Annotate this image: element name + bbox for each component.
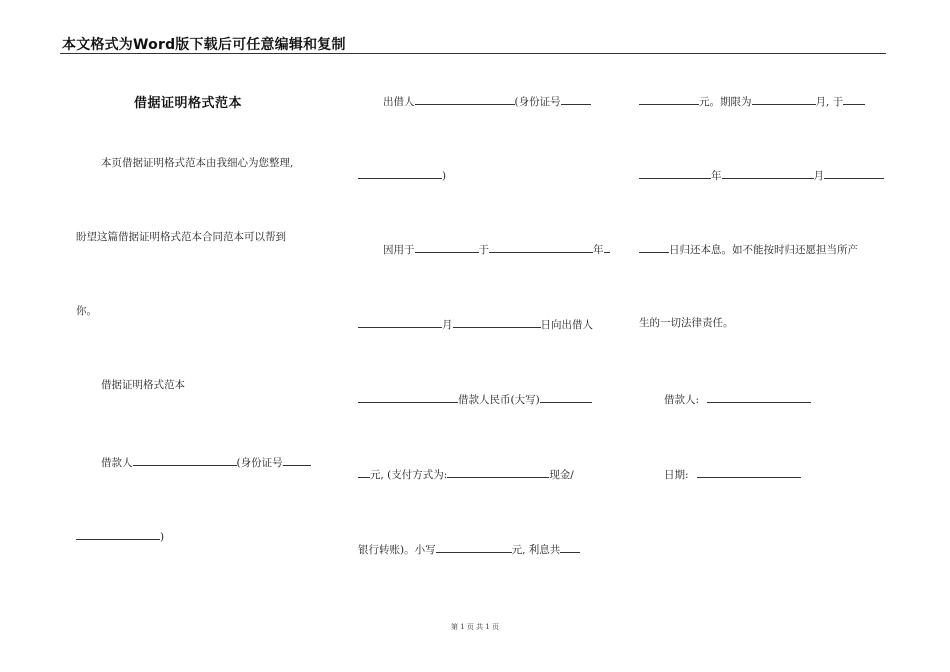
at-label: 于 bbox=[478, 244, 489, 256]
payment-method-label: 元, (支付方式为: bbox=[370, 469, 448, 481]
page-number: 第 1 页 共 1 页 bbox=[450, 623, 500, 631]
amount-tail-blank bbox=[358, 466, 370, 478]
bank-transfer-label: 银行转账)。小写 bbox=[358, 544, 436, 556]
cash-label: 现金/ bbox=[549, 469, 574, 481]
lender-id-continuation bbox=[358, 167, 446, 183]
day-blank bbox=[453, 316, 541, 328]
interest-amount-blank bbox=[639, 93, 699, 105]
repayment-clause: 日归还本息。如不能按时归还愿担当所产 bbox=[669, 244, 858, 256]
purpose-line bbox=[383, 241, 610, 257]
term-blank bbox=[752, 93, 816, 105]
payment-method-line bbox=[358, 466, 574, 482]
return-day-blank bbox=[824, 167, 884, 179]
amount-uppercase-blank bbox=[540, 391, 592, 403]
month-to-label: 月, 于 bbox=[815, 96, 844, 108]
month-label: 月 bbox=[442, 319, 453, 331]
liability-line: 生的一切法律责任。 bbox=[639, 317, 734, 329]
day-to-lender-label: 日向出借人 bbox=[540, 319, 593, 331]
term-line bbox=[639, 93, 865, 109]
id-number-label: (身份证号 bbox=[236, 457, 283, 469]
header-divider bbox=[60, 53, 886, 54]
intro-line-1: 本页借据证明格式范本由我细心为您整理, bbox=[101, 157, 294, 169]
id-number-blank-2 bbox=[358, 167, 442, 179]
id-number-blank bbox=[561, 93, 591, 105]
year-blank bbox=[489, 241, 593, 253]
year-label: 年 bbox=[711, 170, 722, 182]
borrower-label: 借款人 bbox=[101, 457, 133, 469]
close-paren: ) bbox=[160, 531, 165, 543]
payment-method-blank bbox=[447, 466, 549, 478]
return-date-blank bbox=[843, 93, 865, 105]
year-label: 年 bbox=[593, 244, 604, 256]
close-paren: ) bbox=[442, 170, 447, 182]
year-tail-blank bbox=[604, 241, 610, 253]
section-subtitle: 借据证明格式范本 bbox=[101, 379, 185, 391]
amount-uppercase-label: 借款人民币(大写) bbox=[458, 394, 540, 406]
intro-line-3: 你。 bbox=[76, 305, 97, 317]
return-month-blank bbox=[722, 167, 814, 179]
date-blank bbox=[697, 466, 801, 478]
date-label: 日期: bbox=[664, 469, 689, 481]
amount-prefix-blank bbox=[358, 391, 458, 403]
header-title: 本文格式为Word版下载后可任意编辑和复制 bbox=[62, 37, 346, 53]
borrower-signature-line bbox=[664, 391, 811, 407]
lender-label: 出借人 bbox=[383, 96, 415, 108]
amount-lowercase-line bbox=[358, 541, 580, 557]
lender-name-blank bbox=[415, 93, 515, 105]
lender-id-line bbox=[383, 93, 591, 109]
intro-line-2: 盼望这篇借据证明格式范本合同范本可以帮到 bbox=[76, 231, 286, 243]
borrower-id-line bbox=[101, 454, 311, 470]
purpose-blank bbox=[415, 241, 479, 253]
borrower-signature-blank bbox=[707, 391, 811, 403]
month-label: 月 bbox=[813, 170, 824, 182]
amount-uppercase-line bbox=[358, 391, 592, 407]
interest-label: 元, 利息共 bbox=[511, 544, 561, 556]
id-number-label: (身份证号 bbox=[514, 96, 561, 108]
return-day-blank-2 bbox=[639, 241, 669, 253]
return-date-line bbox=[639, 167, 884, 183]
borrower-signature-label: 借款人: bbox=[664, 394, 700, 406]
return-year-blank bbox=[639, 167, 711, 179]
id-number-blank bbox=[283, 454, 311, 466]
date-to-lender-line bbox=[358, 316, 593, 332]
id-number-blank-2 bbox=[76, 528, 160, 540]
interest-blank bbox=[560, 541, 580, 553]
purpose-label: 因用于 bbox=[383, 244, 415, 256]
borrower-name-blank bbox=[133, 454, 237, 466]
document-title: 借据证明格式范本 bbox=[134, 96, 243, 111]
amount-lowercase-blank bbox=[436, 541, 512, 553]
term-label: 元。期限为 bbox=[699, 96, 752, 108]
date-signature-line bbox=[664, 466, 801, 482]
month-blank bbox=[358, 316, 442, 328]
borrower-id-continuation bbox=[76, 528, 164, 544]
repayment-clause-line bbox=[639, 241, 858, 257]
